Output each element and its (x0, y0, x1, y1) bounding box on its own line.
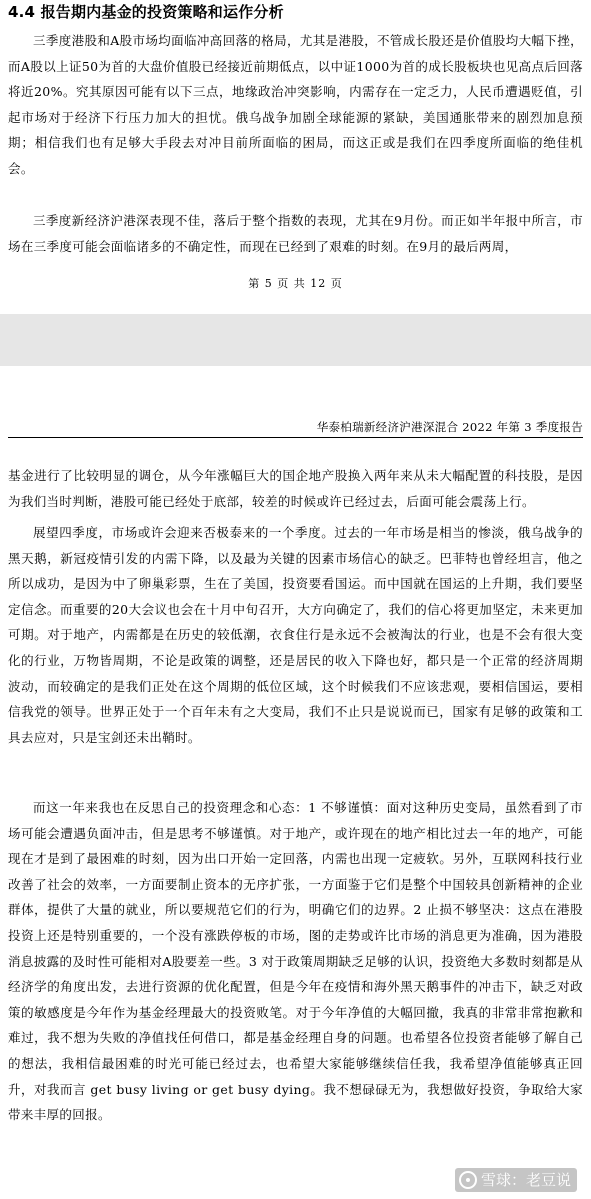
paragraph-market-review: 三季度港股和A股市场均面临冲高回落的格局，尤其是港股，不管成长股还是价值股均大幅下挫，而A股以上证50为首的大盘价值股已经接近前期低点，以中证1000为首的成长股板块也见高点后回落将近20%。究其原因可能有以下三点，地缘政治冲突影响，内需存在一定乏力，人民币遭遇贬值，引起市场对于经济下行压力加大的担忧。俄乌战争加剧全球能源的紧缺，美国通胀带来的剧烈加息预期；相信我们也有足够大手段去对冲目前所面临的困局，而这正或是我们在四季度所面临的绝佳机会。 (8, 33, 583, 176)
watermark-text: 雪球：老豆说 (480, 1171, 571, 1189)
paragraph-outlook: 展望四季度，市场或许会迎来否极泰来的一个季度。过去的一年市场是相当的惨淡，俄乌战争的黑天鹅，新冠疫情引发的内需下降，以及最为关键的因素市场信心的缺乏。巴菲特也曾经坦言，他之所以成功，是因为中了卵巢彩票，生在了美国，投资要看国运。而中国就在国运的上升期，我们要坚定信念。而重要的20大会议也会在十月中旬召开，大方向确定了，我们的信心将更加坚定，未来更加可期。对于地产，内需都是在历史的较低潮，衣食住行是永远不会被淘汰的行业，也是不会有很大变化的行业，万物皆周期，不论是政策的调整，还是居民的收入下降也好，都只是一个正常的经济周期波动，而较确定的是我们正处在这个周期的低位区域，这个时候我们不应该悲观，要相信国运，要相信我党的领导。世界正处于一个百年未有之大变局，我们不止只是说说而已，国家有足够的政策和工具去应对，只是宝剑还未出鞘时。 (8, 525, 583, 745)
paragraph-fund-performance: 三季度新经济沪港深表现不佳，落后于整个指数的表现，尤其在9月份。而正如半年报中所言，市场在三季度可能会面临诸多的不确定性，而现在已经到了艰难的时刻。在9月的最后两周， (8, 213, 583, 254)
running-header: 华泰柏瑞新经济沪港深混合 2022 年第 3 季度报告 (316, 420, 583, 434)
watermark (455, 1168, 577, 1192)
page-separator (0, 314, 591, 366)
page-top (0, 0, 591, 314)
paragraph-continuation: 基金进行了比较明显的调仓，从今年涨幅巨大的国企地产股换入两年来从未大幅配置的科技股，是因为我们当时判断，港股可能已经处于底部，较差的时候或许已经过去，后面可能会震荡上行。 (8, 468, 583, 509)
snowball-logo-icon (459, 1171, 477, 1189)
paragraph-reflection: 而这一年来我也在反思自己的投资理念和心态：1 不够谨慎：面对这种历史变局，虽然看到了市场可能会遭遇负面冲击，但是思考不够谨慎。对于地产，或许现在的地产相比过去一年的地产，可能现在才是到了最困难的时刻，因为出口开始一定回落，内需也出现一定疲软。另外，互联网科技行业改善了社会的效率，一方面要制止资本的无序扩张，一方面鉴于它们是整个中国较具创新精神的企业群体，提供了大量的就业，所以要规范它们的行为，明确它们的边界。2 止损不够坚决：这点在港股投资上还是特别重要的，一个没有涨跌停板的市场，图的走势或许比市场的消息更为准确，因为港股消息披露的及时性可能相对A股要差一些。3 对于政策周期缺乏足够的认识，投资绝大多数时刻都是从经济学的角度出发，去进行资源的优化配置，但是今年在疫情和海外黑天鹅事件的冲击下，缺乏对政策的敏感度是今年作为基金经理最大的投资败笔。对于今年净值的大幅回撤，我真的非常非常抱歉和难过，我不想为失败的净值找任何借口，都是基金经理自身的问题。也希望各位投资者能够了解自己的想法，我相信最困难的时光可能已经过去，也希望大家能够继续信任我，我希望净值能够真正回升，对我而言 get busy living or get busy dying。我不想碌碌无为，我想做好投资，争取给大家带来丰厚的回报。 (8, 800, 583, 1123)
header-rule (8, 437, 583, 438)
page-number: 第 5 页 共 12 页 (248, 277, 343, 290)
section-heading: 4.4 报告期内基金的投资策略和运作分析 (8, 3, 284, 21)
